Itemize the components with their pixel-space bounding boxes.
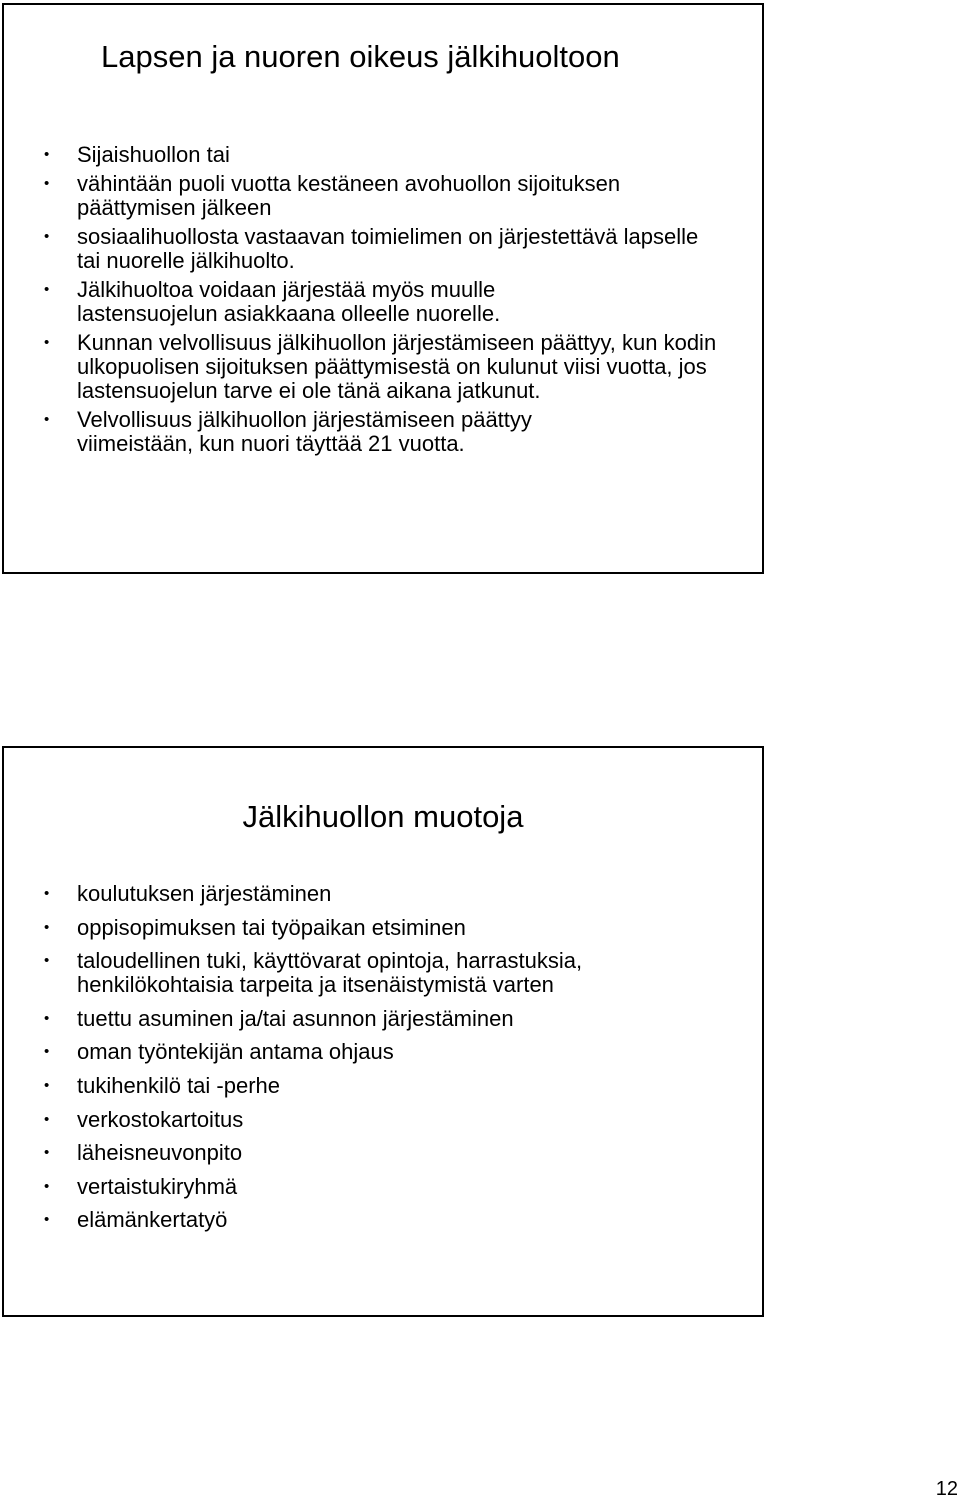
list-item bbox=[44, 1208, 734, 1232]
bullet-text: tukihenkilö tai -perhe bbox=[77, 1072, 281, 1098]
bullet-icon: • bbox=[44, 228, 50, 245]
list-item bbox=[44, 408, 734, 456]
bullet-text: Sijaishuollon tai bbox=[77, 142, 230, 167]
bullet-icon: • bbox=[44, 918, 50, 936]
slide-2-bullet-list bbox=[44, 882, 734, 1242]
bullet-icon: • bbox=[44, 1211, 50, 1229]
bullet-text: verkostokartoitus bbox=[77, 1106, 244, 1132]
bullet-icon: • bbox=[44, 281, 50, 298]
list-item bbox=[44, 331, 734, 403]
list-item bbox=[44, 882, 734, 906]
bullet-icon: • bbox=[44, 334, 50, 351]
bullet-icon: • bbox=[44, 1110, 50, 1128]
list-item bbox=[44, 949, 734, 997]
page-number: 12 bbox=[935, 1478, 958, 1500]
bullet-text: Velvollisuus jälkihuollon järjestämiseen päättyy viimeistään, kun nuori täyttää 21 vuotta. bbox=[77, 407, 532, 456]
bullet-icon: • bbox=[44, 411, 50, 428]
list-item bbox=[44, 1007, 734, 1031]
list-item bbox=[44, 225, 734, 273]
bullet-icon: • bbox=[44, 1076, 50, 1094]
list-item bbox=[44, 1141, 734, 1165]
slide-2-title: Jälkihuollon muotoja bbox=[242, 799, 524, 834]
bullet-text: vertaistukiryhmä bbox=[77, 1173, 238, 1199]
slide-2 bbox=[2, 746, 764, 1317]
slide-1-title: Lapsen ja nuoren oikeus jälkihuoltoon bbox=[101, 39, 620, 74]
bullet-text: tuettu asuminen ja/tai asunnon järjestäminen bbox=[77, 1005, 514, 1031]
list-item bbox=[44, 1108, 734, 1132]
bullet-icon: • bbox=[44, 952, 50, 970]
list-item bbox=[44, 1074, 734, 1098]
list-item bbox=[44, 143, 734, 167]
bullet-text: sosiaalihuollosta vastaavan toimielimen on järjestettävä lapselle tai nuorelle jälkihuolto. bbox=[77, 224, 699, 273]
bullet-icon: • bbox=[44, 885, 50, 902]
bullet-text: koulutuksen järjestäminen bbox=[77, 881, 332, 906]
bullet-text: Jälkihuoltoa voidaan järjestää myös muulle lastensuojelun asiakkaana olleelle nuorelle. bbox=[77, 277, 501, 326]
bullet-text: oman työntekijän antama ohjaus bbox=[77, 1039, 394, 1065]
bullet-icon: • bbox=[44, 175, 50, 192]
list-item bbox=[44, 278, 734, 326]
bullet-icon: • bbox=[44, 1043, 50, 1061]
bullet-text: läheisneuvonpito bbox=[77, 1140, 243, 1166]
slide-1 bbox=[2, 3, 764, 574]
list-item bbox=[44, 1175, 734, 1199]
bullet-icon: • bbox=[44, 146, 50, 163]
bullet-text: vähintään puoli vuotta kestäneen avohuollon sijoituksen päättymisen jälkeen bbox=[77, 171, 621, 220]
list-item bbox=[44, 916, 734, 940]
bullet-icon: • bbox=[44, 1144, 50, 1162]
list-item bbox=[44, 1040, 734, 1064]
slide-1-bullet-list bbox=[44, 143, 734, 461]
bullet-text: oppisopimuksen tai työpaikan etsiminen bbox=[77, 914, 466, 940]
bullet-icon: • bbox=[44, 1177, 50, 1195]
bullet-text: Kunnan velvollisuus jälkihuollon järjestämiseen päättyy, kun kodin ulkopuolisen sijoituksen päättymisestä on kulunut viisi vuotta, jos lastensuojelun tarve ei ole tänä aikana jatkunut. bbox=[77, 330, 717, 403]
bullet-text: elämänkertatyö bbox=[77, 1207, 228, 1233]
bullet-icon: • bbox=[44, 1009, 50, 1027]
bullet-text: taloudellinen tuki, käyttövarat opintoja, harrastuksia, henkilökohtaisia tarpeita ja itsenäistymistä varten bbox=[77, 948, 583, 998]
list-item bbox=[44, 172, 734, 220]
